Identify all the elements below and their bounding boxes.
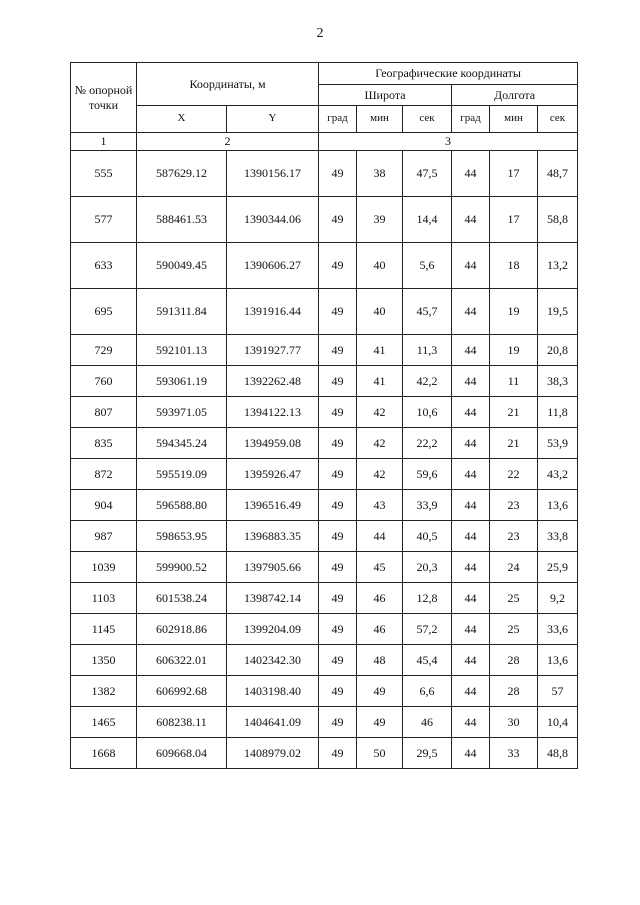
point-number-cell: 633	[71, 243, 137, 289]
x-coordinate-cell: 602918.86	[137, 614, 227, 645]
table-row	[71, 243, 578, 289]
table-row	[71, 151, 578, 197]
lon-deg-cell: 44	[452, 335, 490, 366]
lat-min-cell: 46	[357, 583, 403, 614]
lon-sec-cell: 11,8	[538, 397, 578, 428]
x-coordinate-cell: 592101.13	[137, 335, 227, 366]
point-number-cell: 807	[71, 397, 137, 428]
x-coordinate-cell: 588461.53	[137, 197, 227, 243]
lon-min-cell: 33	[490, 738, 538, 769]
lat-deg-cell: 49	[319, 738, 357, 769]
y-coordinate-cell: 1390156.17	[227, 151, 319, 197]
x-coordinate-cell: 601538.24	[137, 583, 227, 614]
table-row	[71, 645, 578, 676]
lat-sec-cell: 59,6	[403, 459, 452, 490]
lon-sec-cell: 25,9	[538, 552, 578, 583]
lon-deg-cell: 44	[452, 645, 490, 676]
point-number-cell: 1465	[71, 707, 137, 738]
lat-min-cell: 49	[357, 707, 403, 738]
y-coordinate-cell: 1398742.14	[227, 583, 319, 614]
y-coordinate-cell: 1391916.44	[227, 289, 319, 335]
lat-sec-cell: 11,3	[403, 335, 452, 366]
lat-min-cell: 41	[357, 335, 403, 366]
lat-deg-cell: 49	[319, 243, 357, 289]
lon-sec-cell: 10,4	[538, 707, 578, 738]
x-coordinate-cell: 606992.68	[137, 676, 227, 707]
lat-min-cell: 41	[357, 366, 403, 397]
x-coordinate-cell: 593971.05	[137, 397, 227, 428]
longitude-header: Долгота	[452, 85, 578, 106]
table-row	[71, 366, 578, 397]
point-number-cell: 555	[71, 151, 137, 197]
x-coordinate-cell: 599900.52	[137, 552, 227, 583]
point-number-cell: 577	[71, 197, 137, 243]
lat-min-header: мин	[357, 106, 403, 133]
lat-sec-cell: 46	[403, 707, 452, 738]
lat-sec-header: сек	[403, 106, 452, 133]
point-number-cell: 1350	[71, 645, 137, 676]
lon-deg-cell: 44	[452, 428, 490, 459]
y-coordinate-cell: 1391927.77	[227, 335, 319, 366]
x-coordinate-cell: 593061.19	[137, 366, 227, 397]
lat-deg-cell: 49	[319, 614, 357, 645]
point-number-cell: 1039	[71, 552, 137, 583]
header-row-1	[71, 63, 578, 85]
table-row	[71, 397, 578, 428]
x-coordinate-cell: 608238.11	[137, 707, 227, 738]
geographic-header: Географические координаты	[319, 63, 578, 85]
lon-sec-cell: 13,2	[538, 243, 578, 289]
lon-sec-cell: 57	[538, 676, 578, 707]
table-row	[71, 614, 578, 645]
point-number-cell: 1103	[71, 583, 137, 614]
lon-min-cell: 25	[490, 583, 538, 614]
point-number-cell: 904	[71, 490, 137, 521]
lat-deg-cell: 49	[319, 490, 357, 521]
table-row	[71, 459, 578, 490]
table-header	[71, 63, 578, 151]
lat-deg-cell: 49	[319, 645, 357, 676]
lat-sec-cell: 40,5	[403, 521, 452, 552]
x-header: X	[137, 106, 227, 133]
page-number: 2	[316, 26, 324, 41]
lat-deg-cell: 49	[319, 707, 357, 738]
x-coordinate-cell: 609668.04	[137, 738, 227, 769]
x-coordinate-cell: 587629.12	[137, 151, 227, 197]
y-coordinate-cell: 1399204.09	[227, 614, 319, 645]
y-coordinate-cell: 1390606.27	[227, 243, 319, 289]
lon-min-cell: 21	[490, 397, 538, 428]
lat-sec-cell: 22,2	[403, 428, 452, 459]
lat-min-cell: 39	[357, 197, 403, 243]
lon-deg-cell: 44	[452, 614, 490, 645]
lon-deg-cell: 44	[452, 707, 490, 738]
lat-deg-cell: 49	[319, 521, 357, 552]
lon-sec-cell: 48,7	[538, 151, 578, 197]
table-row	[71, 428, 578, 459]
lat-sec-cell: 12,8	[403, 583, 452, 614]
lon-deg-cell: 44	[452, 676, 490, 707]
lat-min-cell: 42	[357, 397, 403, 428]
y-coordinate-cell: 1394959.08	[227, 428, 319, 459]
y-coordinate-cell: 1403198.40	[227, 676, 319, 707]
column-number-3: 3	[319, 133, 578, 151]
lat-min-cell: 44	[357, 521, 403, 552]
lon-min-cell: 23	[490, 521, 538, 552]
latitude-header: Широта	[319, 85, 452, 106]
lat-min-cell: 42	[357, 459, 403, 490]
lon-min-cell: 30	[490, 707, 538, 738]
lon-deg-cell: 44	[452, 521, 490, 552]
y-coordinate-cell: 1392262.48	[227, 366, 319, 397]
point-number-cell: 695	[71, 289, 137, 335]
lon-sec-cell: 33,8	[538, 521, 578, 552]
lat-sec-cell: 45,7	[403, 289, 452, 335]
lat-deg-cell: 49	[319, 676, 357, 707]
x-coordinate-cell: 594345.24	[137, 428, 227, 459]
lat-sec-cell: 6,6	[403, 676, 452, 707]
lat-deg-cell: 49	[319, 151, 357, 197]
lat-min-cell: 45	[357, 552, 403, 583]
x-coordinate-cell: 606322.01	[137, 645, 227, 676]
lon-sec-cell: 13,6	[538, 645, 578, 676]
point-number-cell: 1382	[71, 676, 137, 707]
lat-sec-cell: 10,6	[403, 397, 452, 428]
lat-deg-header: град	[319, 106, 357, 133]
lat-deg-cell: 49	[319, 428, 357, 459]
lon-min-cell: 18	[490, 243, 538, 289]
lon-sec-header: сек	[538, 106, 578, 133]
table-row	[71, 552, 578, 583]
lon-sec-cell: 43,2	[538, 459, 578, 490]
y-coordinate-cell: 1396516.49	[227, 490, 319, 521]
lat-deg-cell: 49	[319, 366, 357, 397]
y-coordinate-cell: 1404641.09	[227, 707, 319, 738]
lat-sec-cell: 47,5	[403, 151, 452, 197]
lon-deg-cell: 44	[452, 552, 490, 583]
y-coordinate-cell: 1394122.13	[227, 397, 319, 428]
lon-min-cell: 19	[490, 335, 538, 366]
lon-min-cell: 11	[490, 366, 538, 397]
lat-deg-cell: 49	[319, 397, 357, 428]
point-number-header: № опорной точки	[71, 63, 137, 133]
y-coordinate-cell: 1402342.30	[227, 645, 319, 676]
lat-min-cell: 40	[357, 289, 403, 335]
table-row	[71, 335, 578, 366]
lon-sec-cell: 38,3	[538, 366, 578, 397]
point-number-cell: 987	[71, 521, 137, 552]
lat-sec-cell: 57,2	[403, 614, 452, 645]
lat-sec-cell: 33,9	[403, 490, 452, 521]
lon-deg-cell: 44	[452, 197, 490, 243]
y-coordinate-cell: 1408979.02	[227, 738, 319, 769]
lon-sec-cell: 19,5	[538, 289, 578, 335]
lat-deg-cell: 49	[319, 197, 357, 243]
table-row	[71, 583, 578, 614]
lon-sec-cell: 58,8	[538, 197, 578, 243]
lon-deg-cell: 44	[452, 459, 490, 490]
lon-min-cell: 21	[490, 428, 538, 459]
lon-deg-cell: 44	[452, 397, 490, 428]
lon-deg-cell: 44	[452, 243, 490, 289]
lat-min-cell: 43	[357, 490, 403, 521]
lon-min-cell: 23	[490, 490, 538, 521]
table-row	[71, 676, 578, 707]
lat-min-cell: 49	[357, 676, 403, 707]
lat-deg-cell: 49	[319, 583, 357, 614]
lon-min-cell: 28	[490, 645, 538, 676]
coordinates-header: Координаты, м	[137, 63, 319, 106]
lat-deg-cell: 49	[319, 552, 357, 583]
lon-min-header: мин	[490, 106, 538, 133]
lon-min-cell: 25	[490, 614, 538, 645]
x-coordinate-cell: 598653.95	[137, 521, 227, 552]
lon-deg-cell: 44	[452, 366, 490, 397]
point-number-cell: 760	[71, 366, 137, 397]
lat-min-cell: 40	[357, 243, 403, 289]
table-body	[71, 151, 578, 769]
column-number-row	[71, 133, 578, 151]
lat-min-cell: 38	[357, 151, 403, 197]
y-coordinate-cell: 1390344.06	[227, 197, 319, 243]
point-number-cell: 1668	[71, 738, 137, 769]
column-number-2: 2	[137, 133, 319, 151]
lat-sec-cell: 14,4	[403, 197, 452, 243]
lon-min-cell: 19	[490, 289, 538, 335]
lon-min-cell: 17	[490, 197, 538, 243]
lat-sec-cell: 45,4	[403, 645, 452, 676]
lat-sec-cell: 42,2	[403, 366, 452, 397]
x-coordinate-cell: 591311.84	[137, 289, 227, 335]
coordinates-table	[70, 62, 578, 769]
table-row	[71, 521, 578, 552]
table-row	[71, 197, 578, 243]
lon-deg-header: град	[452, 106, 490, 133]
lon-sec-cell: 48,8	[538, 738, 578, 769]
lon-sec-cell: 9,2	[538, 583, 578, 614]
point-number-cell: 1145	[71, 614, 137, 645]
table-row	[71, 490, 578, 521]
x-coordinate-cell: 596588.80	[137, 490, 227, 521]
lon-min-cell: 22	[490, 459, 538, 490]
lon-deg-cell: 44	[452, 738, 490, 769]
header-row-3	[71, 106, 578, 133]
lon-sec-cell: 13,6	[538, 490, 578, 521]
lon-deg-cell: 44	[452, 289, 490, 335]
y-coordinate-cell: 1395926.47	[227, 459, 319, 490]
lon-sec-cell: 33,6	[538, 614, 578, 645]
lat-min-cell: 50	[357, 738, 403, 769]
point-number-cell: 729	[71, 335, 137, 366]
lat-min-cell: 48	[357, 645, 403, 676]
point-number-cell: 835	[71, 428, 137, 459]
lat-deg-cell: 49	[319, 335, 357, 366]
lon-deg-cell: 44	[452, 583, 490, 614]
table-row	[71, 289, 578, 335]
lat-sec-cell: 29,5	[403, 738, 452, 769]
lon-min-cell: 28	[490, 676, 538, 707]
x-coordinate-cell: 590049.45	[137, 243, 227, 289]
table-row	[71, 738, 578, 769]
lon-deg-cell: 44	[452, 151, 490, 197]
y-header: Y	[227, 106, 319, 133]
lon-deg-cell: 44	[452, 490, 490, 521]
lon-sec-cell: 20,8	[538, 335, 578, 366]
lat-min-cell: 46	[357, 614, 403, 645]
lon-min-cell: 24	[490, 552, 538, 583]
lat-deg-cell: 49	[319, 459, 357, 490]
table-row	[71, 707, 578, 738]
lon-sec-cell: 53,9	[538, 428, 578, 459]
lat-sec-cell: 5,6	[403, 243, 452, 289]
y-coordinate-cell: 1397905.66	[227, 552, 319, 583]
column-number-1: 1	[71, 133, 137, 151]
lon-min-cell: 17	[490, 151, 538, 197]
lat-sec-cell: 20,3	[403, 552, 452, 583]
lat-min-cell: 42	[357, 428, 403, 459]
point-number-cell: 872	[71, 459, 137, 490]
lat-deg-cell: 49	[319, 289, 357, 335]
x-coordinate-cell: 595519.09	[137, 459, 227, 490]
y-coordinate-cell: 1396883.35	[227, 521, 319, 552]
